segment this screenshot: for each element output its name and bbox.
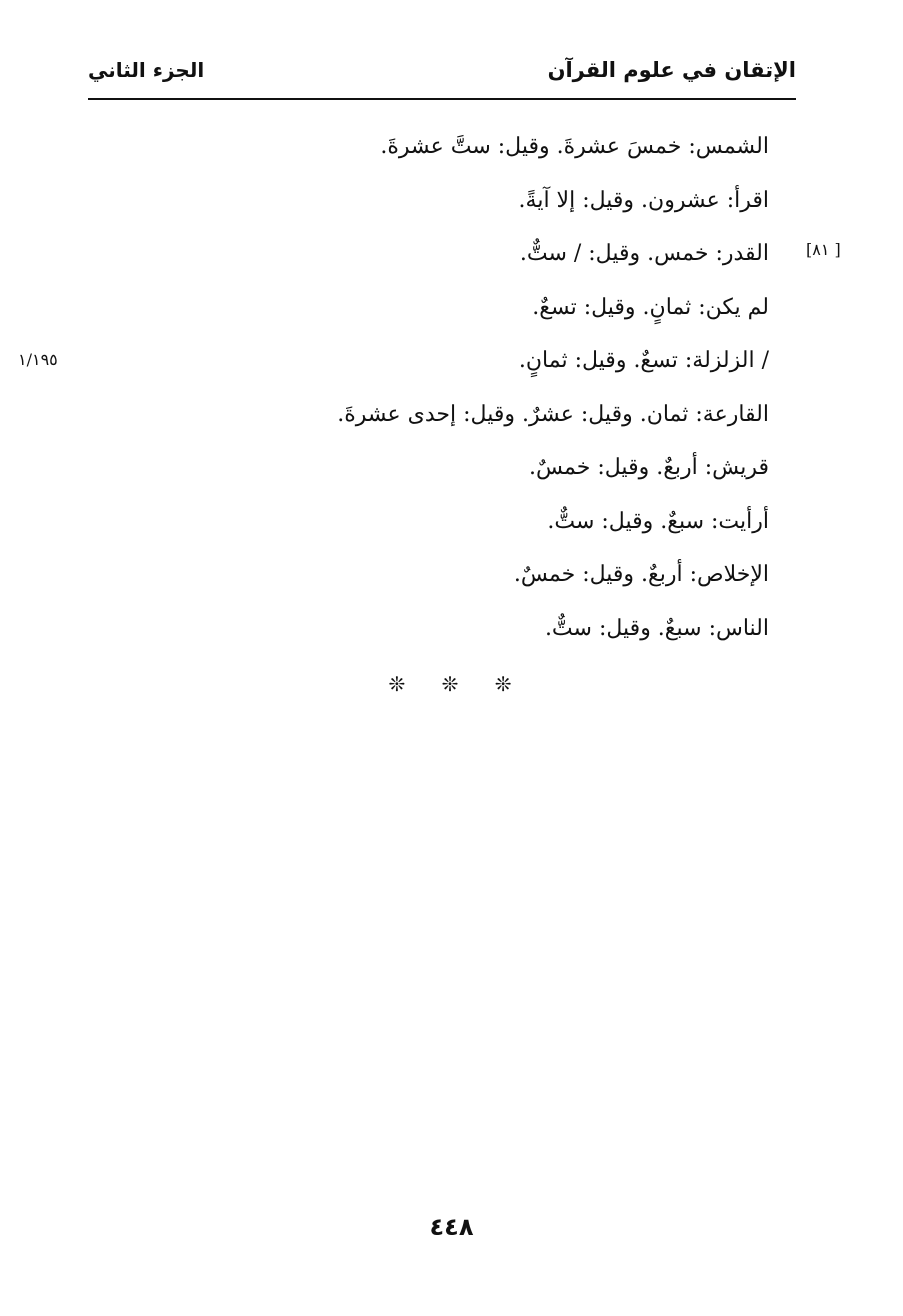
section-separator: ❊ ❊ ❊ xyxy=(388,672,512,696)
text-line: قريش: أربعٌ. وقيل: خمسٌ. xyxy=(529,455,769,480)
book-title: الإتقان في علوم القرآن xyxy=(547,58,796,82)
edition-page-ref: ١/١٩٥ xyxy=(18,350,58,369)
header-divider xyxy=(88,98,796,100)
text-line: الناس: سبعٌ. وقيل: ستٌّ. xyxy=(544,615,769,641)
text-line: القارعة: ثمان. وقيل: عشرٌ. وقيل: إحدى عشرةَ. xyxy=(337,401,769,427)
text-line: القدر: خمس. وقيل: / ستٌّ. xyxy=(519,241,769,266)
manuscript-ref-marker: [ ٨١] xyxy=(806,240,841,259)
page-header xyxy=(88,58,796,98)
body-text xyxy=(209,120,769,655)
part-label: الجزء الثاني xyxy=(88,58,205,82)
text-line: الشمس: خمسَ عشرةَ. وقيل: ستَّ عشرةَ. xyxy=(380,134,769,159)
text-line: أرأيت: سبعٌ. وقيل: ستٌّ. xyxy=(547,508,769,534)
text-line: الإخلاص: أربعٌ. وقيل: خمسٌ. xyxy=(513,562,769,587)
text-line: اقرأ: عشرون. وقيل: إلا آيةً. xyxy=(518,187,769,213)
text-line: لم يكن: ثمانٍ. وقيل: تسعٌ. xyxy=(532,294,769,320)
page-number: ٤٤٨ xyxy=(429,1213,474,1241)
text-line: / الزلزلة: تسعٌ. وقيل: ثمانٍ. xyxy=(518,348,769,373)
